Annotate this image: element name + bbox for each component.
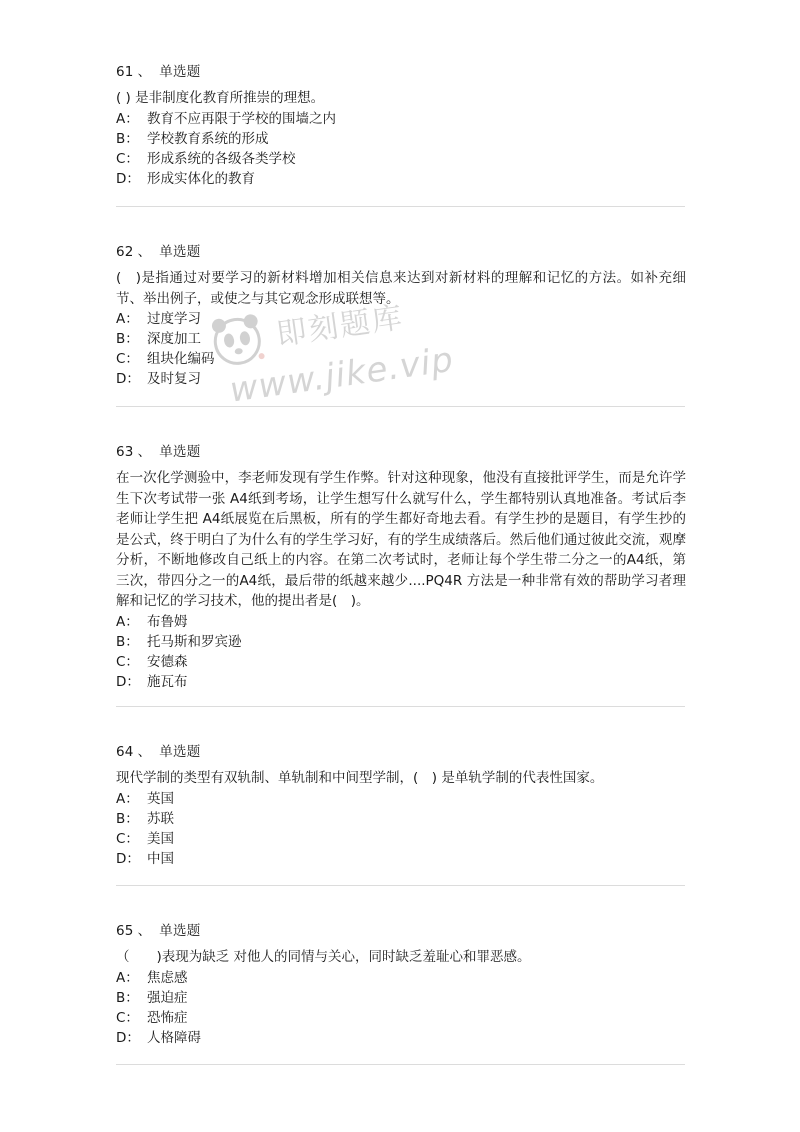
question-type: 单选题 <box>159 244 201 260</box>
option-a <box>116 109 686 129</box>
option-text: 美国 <box>147 830 174 847</box>
option-a <box>116 968 686 988</box>
option-letter: A： <box>116 790 139 807</box>
option-text: 布鲁姆 <box>147 613 188 630</box>
option-letter: B： <box>116 331 139 347</box>
question-stem: （ )表现为缺乏 对他人的同情与关心，同时缺乏羞耻心和罪恶感。 <box>116 949 531 965</box>
option-text: 教育不应再限于学校的围墙之内 <box>147 110 336 127</box>
question-61 <box>116 62 686 189</box>
question-divider <box>116 206 685 207</box>
question-type: 单选题 <box>159 64 201 80</box>
question-divider <box>116 706 685 707</box>
option-a <box>116 789 686 809</box>
option-letter: B： <box>116 633 139 650</box>
option-letter: C： <box>116 150 139 167</box>
option-b <box>116 329 686 349</box>
question-stem: ( )是指通过对要学习的新材料增加相关信息来达到对新材料的理解和记忆的方法。如补充细节、举出例子，或使之与其它观念形成联想等。 <box>116 270 686 307</box>
question-header <box>116 62 686 82</box>
option-text: 人格障碍 <box>147 1029 201 1046</box>
watermark-url: www.jike.vip <box>227 339 457 411</box>
question-stem: 在一次化学测验中，李老师发现有学生作弊。针对这种现象，他没有直接批评学生，而是允许学生下次考试带一张 A4纸到考场，让学生想写什么就写什么，学生都特别认真地准备。考试后李老师让学生把 A4纸展览在后黑板，所有的学生都好奇地去看。有学生抄的是题目，有学生抄的是公式，终于明白了为什么有的学生学习好，有的学生成绩落后。然后他们通过彼此交流，观摩分析，不断地修改自己纸上的内容。在第二次考试时，老师让每个学生带二分之一的A4纸，第三次，带四分之一的A4纸，最后带的纸越来越少....PQ4R 方法是一种非常有效的帮助学习者理解和记忆的学习技术，他的提出者是( )。 <box>116 470 686 609</box>
option-letter: C： <box>116 830 139 847</box>
option-c <box>116 149 686 169</box>
option-text: 托马斯和罗宾逊 <box>147 633 242 650</box>
question-divider <box>116 406 685 407</box>
question-type: 单选题 <box>159 923 201 939</box>
question-separator: 、 <box>137 744 152 760</box>
option-d <box>116 1028 686 1048</box>
option-b <box>116 632 686 652</box>
option-text: 形成系统的各级各类学校 <box>147 150 296 167</box>
question-header <box>116 442 686 462</box>
option-letter: A： <box>116 311 139 327</box>
question-separator: 、 <box>137 244 152 260</box>
question-divider <box>116 1064 685 1065</box>
option-a <box>116 309 686 329</box>
question-separator: 、 <box>137 923 152 939</box>
option-letter: D： <box>116 170 140 187</box>
option-b <box>116 129 686 149</box>
option-c <box>116 349 686 369</box>
option-letter: A： <box>116 613 139 630</box>
option-letter: C： <box>116 653 139 670</box>
option-c <box>116 652 686 672</box>
question-number: 61 <box>116 64 134 80</box>
option-text: 组块化编码 <box>147 351 215 367</box>
option-text: 苏联 <box>147 810 174 827</box>
question-type: 单选题 <box>159 744 201 760</box>
option-c <box>116 829 686 849</box>
option-letter: A： <box>116 969 139 986</box>
option-text: 过度学习 <box>147 311 201 327</box>
question-stem: 现代学制的类型有双轨制、单轨制和中间型学制，( ) 是单轨学制的代表性国家。 <box>116 770 604 786</box>
question-header <box>116 742 686 762</box>
option-text: 中国 <box>147 850 174 867</box>
question-separator: 、 <box>137 64 152 80</box>
question-separator: 、 <box>137 444 152 460</box>
question-stem: ( ) 是非制度化教育所推崇的理想。 <box>116 90 325 106</box>
question-type: 单选题 <box>159 444 201 460</box>
option-text: 英国 <box>147 790 174 807</box>
question-62 <box>116 242 686 389</box>
question-63 <box>116 442 686 692</box>
option-d <box>116 369 686 389</box>
option-d <box>116 849 686 869</box>
option-letter: A： <box>116 110 139 127</box>
option-letter: D： <box>116 1029 140 1046</box>
question-number: 65 <box>116 923 134 939</box>
option-text: 深度加工 <box>147 331 201 347</box>
option-text: 焦虑感 <box>147 969 188 986</box>
option-text: 恐怖症 <box>147 1009 188 1026</box>
option-c <box>116 1008 686 1028</box>
option-b <box>116 988 686 1008</box>
watermark-brand: 即刻题库 <box>274 300 407 353</box>
question-number: 62 <box>116 244 134 260</box>
option-letter: C： <box>116 1009 139 1026</box>
question-number: 64 <box>116 744 134 760</box>
question-64 <box>116 742 686 869</box>
option-text: 施瓦布 <box>147 673 188 690</box>
question-65 <box>116 921 686 1048</box>
option-letter: C： <box>116 351 139 367</box>
option-a <box>116 612 686 632</box>
option-text: 安德森 <box>147 653 188 670</box>
question-divider <box>116 885 685 886</box>
option-letter: B： <box>116 130 139 147</box>
option-d <box>116 169 686 189</box>
option-letter: D： <box>116 371 140 387</box>
option-letter: B： <box>116 989 139 1006</box>
option-text: 形成实体化的教育 <box>147 170 255 187</box>
option-text: 及时复习 <box>147 371 201 387</box>
option-letter: B： <box>116 810 139 827</box>
option-letter: D： <box>116 850 140 867</box>
question-header <box>116 921 686 941</box>
option-letter: D： <box>116 673 140 690</box>
question-number: 63 <box>116 444 134 460</box>
option-text: 学校教育系统的形成 <box>147 130 269 147</box>
option-d <box>116 672 686 692</box>
option-text: 强迫症 <box>147 989 188 1006</box>
question-header <box>116 242 686 262</box>
option-b <box>116 809 686 829</box>
